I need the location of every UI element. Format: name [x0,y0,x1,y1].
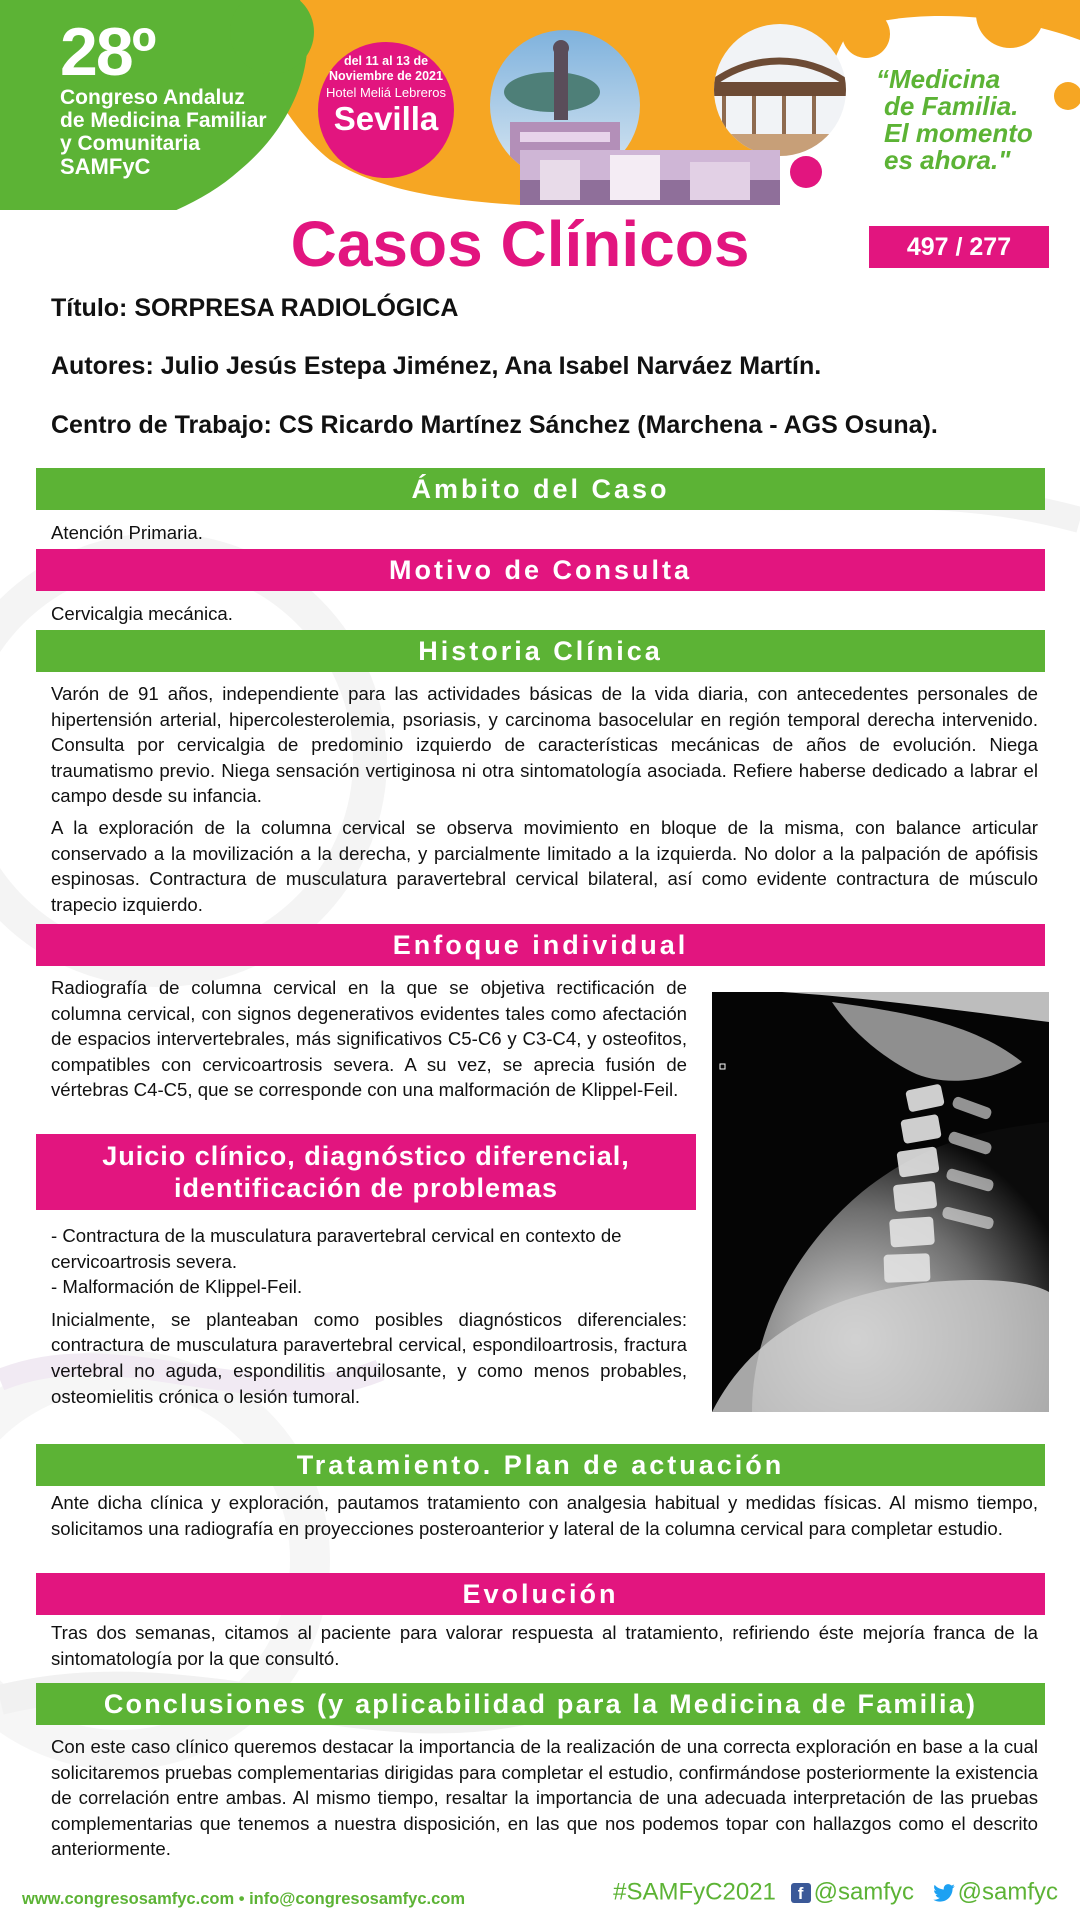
congress-line-2: de Medicina Familiar [60,109,267,132]
slogan [876,66,1033,174]
congress-line-4: SAMFyC [60,154,151,179]
section-heading-enfoque: Enfoque individual [36,924,1045,966]
bridge-image [714,24,846,156]
section-heading-tratamiento: Tratamiento. Plan de actuación [36,1444,1045,1486]
juicio-item-2: - Malformación de Klippel-Feil. [51,1276,303,1298]
autores-label: Autores: [51,352,154,380]
case-code-badge: 497 / 277 [869,226,1049,268]
date-line-2: Noviembre de 2021 [329,69,443,83]
titulo-value: SORPRESA RADIOLÓGICA [134,294,459,322]
meta-centro [51,411,938,440]
section-text-enfoque: Radiografía de columna cervical en la que se objetiva rectificación de columna cervical, con signos degenerativos evidentes tales como afectación de espacios intervertebrales, más significativos C5-C6 y C3-C4, y osteofitos, compatibles con cervicoartrosis severa. A su vez, se aprecia fusión de vértebras C4-C5, que se corresponde con una malformación de Klippel-Feil. [51,977,687,1101]
hashtag: #SAMFyC2021 [613,1878,776,1906]
section-text-ambito: Atención Primaria. [51,522,203,543]
photo-bubble-bridge [714,24,846,156]
twitter-handle[interactable]: @samfyc [957,1878,1058,1906]
historia-paragraph-2: A la exploración de la columna cervical se observa movimiento en bloque de la misma, con balance articular conservado a la movilización a la derecha, y parcialmente limitado a la izquierda. No dolor a la palpación de apófisis espinosas. Contractura de musculatura paravertebral cervical bilateral, así como evidente contractura de músculo trapecio izquierdo. [51,816,1038,915]
section-text-evolucion: Tras dos semanas, citamos al paciente para valorar respuesta al tratamiento, refiriendo éste mejoría franca de la sintomatología por la que consultó. [51,1622,1038,1669]
historia-paragraph-1: Varón de 91 años, independiente para las actividades básicas de la vida diaria, con antecedentes personales de hipertensión arterial, hipercolesterolemia, psoriasis, y carcinoma basocelular en región temporal derecha intervenido. Consulta por cervicalgia de predominio izquierdo de características mecánicas de años de evolución. Niega traumatismo previo. Niega sensación vertiginosa ni otra sintomatología asociada. Refiere haberse dedicado a labrar el campo desde su infancia. [51,683,1038,807]
titulo-label: Título: [51,294,128,322]
date-badge [318,42,454,178]
section-heading-ambito: Ámbito del Caso [36,468,1045,510]
congress-number: 28º [60,14,155,90]
twitter-icon[interactable] [933,1884,955,1902]
city: Sevilla [333,100,439,137]
photo-city-strip [520,150,780,205]
facebook-icon[interactable]: f [791,1883,811,1903]
slogan-line-3: El momento [884,118,1033,148]
congress-title [60,14,267,179]
section-heading-conclusiones: Conclusiones (y aplicabilidad para la Medicina de Familia) [36,1683,1045,1725]
congress-line-3: y Comunitaria [60,132,201,155]
cervical-xray-image [712,992,1049,1412]
juicio-heading-line-2: identificación de problemas [173,1173,559,1203]
autores-value: Julio Jesús Estepa Jiménez, Ana Isabel Narváez Martín. [160,352,822,380]
juicio-heading-line-1: Juicio clínico, diagnóstico diferencial, [102,1141,630,1171]
centro-label: Centro de Trabajo: [51,411,272,439]
section-text-juicio [51,1223,687,1409]
meta-titulo [51,294,458,323]
footer-social [613,1878,1058,1907]
centro-value: CS Ricardo Martínez Sánchez (Marchena - AGS Osuna). [278,411,938,439]
xray-drawing [712,992,1049,1412]
section-text-motivo: Cervicalgia mecánica. [51,603,233,624]
juicio-paragraph: Inicialmente, se planteaban como posibles diagnósticos diferenciales: contractura de musculatura paravertebral cervical, espondiloartrosis, fractura vertebral no aguda, espondilitis anquilosante, y como menos probables, osteomielitis crónica o lesión tumoral. [51,1308,687,1407]
meta-autores [51,352,821,381]
juicio-item-1: - Contractura de la musculatura paravertebral cervical en contexto de cervicoartrosis severa. [51,1225,622,1272]
page-title: Casos Clínicos [290,208,750,280]
section-heading-motivo: Motivo de Consulta [36,549,1045,591]
section-text-tratamiento: Ante dicha clínica y exploración, pautamos tratamiento con analgesia habitual y medidas físicas. Al mismo tiempo, solicitamos una radiografía en proyecciones posteroanterior y lateral de la columna cervical para completar estudio. [51,1492,1038,1539]
section-heading-historia: Historia Clínica [36,630,1045,672]
section-heading-evolucion: Evolución [36,1573,1045,1615]
facebook-handle[interactable]: @samfyc [813,1878,914,1906]
section-heading-juicio [36,1134,696,1210]
section-text-historia [51,681,1038,917]
date-line-1: del 11 al 13 de [343,54,429,68]
venue: Hotel Meliá Lebreros [326,85,446,100]
slogan-line-1: “Medicina [876,64,1001,94]
slogan-line-4: es ahora." [884,145,1011,175]
congress-line-1: Congreso Andaluz [60,86,245,109]
header [0,0,1080,210]
section-text-conclusiones: Con este caso clínico queremos destacar la importancia de la realización de una correcta exploración en base a la cual solicitaremos pruebas complementarias dirigidas para completar el estudio, confirmándose posteriormente la existencia de correlación entre ambas. Al mismo tiempo, resaltar la importancia de una adecuada interpretación de las pruebas complementarias que tenemos a nuestra disposición, en las que nos podemos topar con hallazgos como el descrito anteriormente. [51,1736,1038,1860]
footer-contact[interactable]: www.congresosamfyc.com • info@congresosamfyc.com [22,1890,466,1908]
slogan-line-2: de Familia. [884,91,1019,121]
